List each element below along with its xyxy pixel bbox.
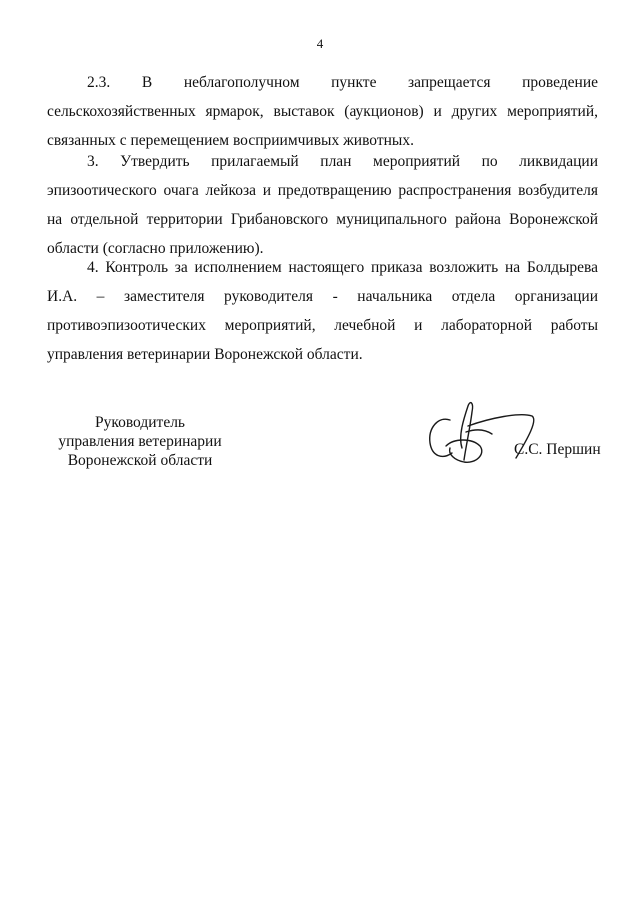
- page-number: 4: [316, 36, 324, 51]
- signatory-title: [30, 413, 250, 470]
- paragraph-3: 3. Утвердить прилагаемый план мероприятий по ликвидации эпизоотического очага лейкоза и предотвращению распространения возбудителя на отдельной территории Грибановского муниципального района Воронежской области (согласно приложению).: [47, 153, 598, 257]
- paragraph-2-3: 2.3. В неблагополучном пункте запрещается проведение сельскохозяйственных ярмарок, выставок (аукционов) и других мероприятий, связанных с перемещением восприимчивых животных.: [47, 74, 598, 149]
- handwritten-signature: [420, 398, 550, 473]
- signatory-title-line: Воронежской области: [67, 452, 213, 469]
- signatory-title-line: Руководитель: [94, 414, 186, 431]
- paragraph-4: 4. Контроль за исполнением настоящего приказа возложить на Болдырева И.А. – заместителя руководителя - начальника отдела организации противоэпизоотических мероприятий, лечебной и лабораторной работы управления ветеринарии Воронежской области.: [47, 259, 598, 363]
- signatory-title-line: управления ветеринарии: [58, 433, 222, 450]
- signatory-name: С.С. Першин: [514, 441, 601, 458]
